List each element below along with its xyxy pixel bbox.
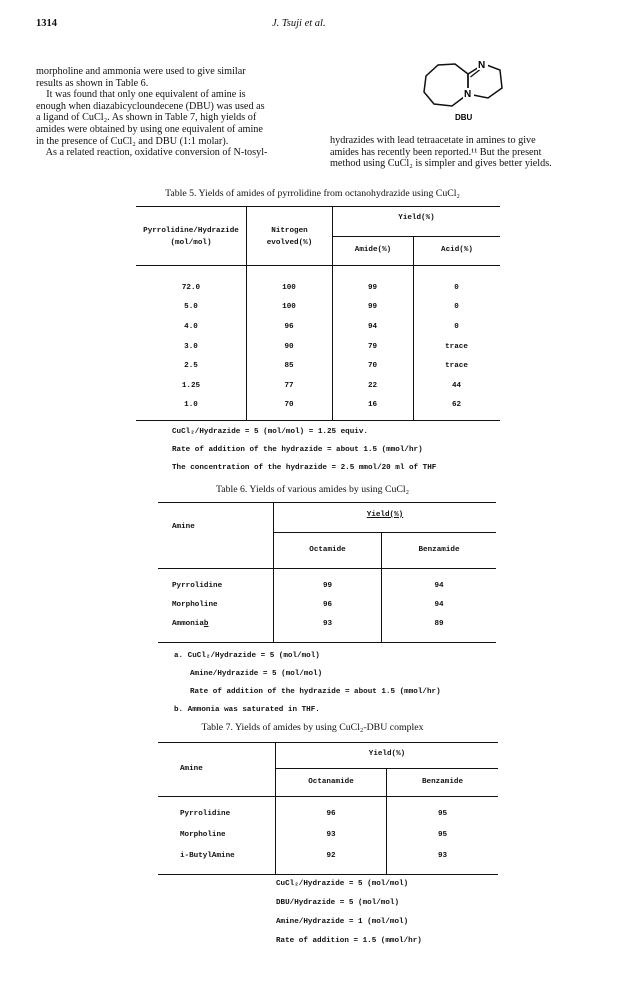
table7-head-yield: Yield(%) bbox=[368, 750, 406, 758]
dbu-structure-diagram bbox=[418, 56, 528, 122]
table6-head-rule bbox=[158, 568, 496, 569]
table5-top-rule bbox=[136, 206, 500, 207]
table5-cell: 22 bbox=[367, 381, 378, 390]
table5-row bbox=[136, 376, 500, 396]
table5-head-yield: Yield(%) bbox=[398, 214, 435, 222]
table7-cell: 96 bbox=[326, 810, 336, 818]
table5-head-acid: Acid(%) bbox=[441, 246, 473, 254]
structure-label: DBU bbox=[455, 113, 473, 122]
table5-cell: 0 bbox=[454, 283, 459, 292]
table5-head-rule bbox=[136, 265, 500, 266]
left-line: It was found that only one equivalent of amine is bbox=[36, 89, 246, 101]
table5-ratio-cell: 1.25 bbox=[181, 381, 201, 390]
table7-note: CuCl₂/Hydrazide = 5 (mol/mol) bbox=[276, 880, 409, 888]
left-line: As a related reaction, oxidative conversion of N-tosyl- bbox=[36, 147, 268, 159]
table7-row-amine: Pyrrolidine bbox=[180, 810, 231, 818]
table5-head-ratio: Pyrrolidine/Hydrazide (mol/mol) bbox=[143, 227, 239, 247]
running-title: J. Tsuji et al. bbox=[272, 18, 326, 29]
table5-cell: 85 bbox=[284, 362, 294, 371]
table5-ratio-cell: 3.0 bbox=[184, 342, 198, 351]
table6-note: a. CuCl₂/Hydrazide = 5 (mol/mol) bbox=[174, 652, 320, 660]
table7-head-benzamide: Benzamide bbox=[421, 778, 463, 786]
table6-note: Amine/Hydrazide = 5 (mol/mol) bbox=[190, 670, 323, 678]
table6-note: b. Ammonia was saturated in THF. bbox=[174, 706, 320, 714]
left-column bbox=[36, 66, 318, 159]
table6-row-amine: Morpholine bbox=[172, 601, 218, 609]
table6-head-octamide: Octamide bbox=[309, 546, 346, 554]
table5-row bbox=[136, 396, 500, 416]
table7-head-rule bbox=[158, 796, 498, 797]
left-line: results as shown in Table 6. bbox=[36, 77, 149, 89]
table5-yield-rule bbox=[332, 236, 500, 237]
left-line: enough when diazabicycloundecene (DBU) was used as bbox=[36, 100, 265, 112]
right-line: hydrazides with lead tetraacetate in amines to give bbox=[330, 135, 536, 146]
table7-note: Rate of addition = 1.5 (mmol/hr) bbox=[276, 937, 422, 945]
table5-cell: 79 bbox=[367, 342, 378, 351]
table6-row-amine: Ammoniab bbox=[172, 620, 209, 628]
table7-note: DBU/Hydrazide = 5 (mol/mol) bbox=[276, 899, 400, 907]
table6-cell: 93 bbox=[322, 620, 333, 628]
table5-ratio-cell: 1.0 bbox=[184, 401, 198, 410]
table6-cell: 96 bbox=[322, 601, 333, 609]
table7-cell: 93 bbox=[326, 831, 336, 839]
footnote-mark: b bbox=[203, 620, 209, 628]
atom-n2: N bbox=[464, 89, 472, 100]
table5-row bbox=[136, 337, 500, 357]
table7-caption: Table 7. Yields of amides by using CuCl₂-DBU complex bbox=[201, 722, 424, 733]
table5-cell: trace bbox=[445, 362, 468, 371]
table5-cell: 96 bbox=[284, 322, 294, 331]
table6-cell: 94 bbox=[434, 582, 444, 590]
table7-head-octanamide: Octanamide bbox=[308, 778, 354, 786]
page-number: 1314 bbox=[36, 18, 57, 29]
table5-note: The concentration of the hydrazide = 2.5 mmol/20 ml of THF bbox=[172, 464, 437, 472]
right-line: method using CuCl₂ is simpler and gives better yields. bbox=[330, 158, 552, 170]
table5-cell: 62 bbox=[451, 401, 462, 410]
table6-yield-rule bbox=[273, 532, 496, 533]
table7-head-amine: Amine bbox=[180, 765, 203, 773]
table7-cell: 93 bbox=[437, 852, 448, 860]
table6-caption: Table 6. Yields of various amides by using CuCl₂ bbox=[215, 484, 410, 495]
left-line: morpholine and ammonia were used to give similar bbox=[36, 66, 246, 77]
table7-top-rule bbox=[158, 742, 498, 743]
table5-head-nitrogen: Nitrogen evolved(%) bbox=[266, 227, 313, 247]
table7-cell: 95 bbox=[437, 831, 448, 839]
table7-cell: 95 bbox=[437, 810, 448, 818]
left-line: a ligand of CuCl₂. As shown in Table 7, high yields of bbox=[36, 112, 257, 124]
table5-ratio-cell: 5.0 bbox=[184, 303, 198, 312]
table6-head-amine: Amine bbox=[172, 523, 195, 531]
table5-ratio-cell: 72.0 bbox=[181, 283, 201, 292]
table6-head-yield: Yield(%) bbox=[366, 511, 404, 519]
table5-cell: 77 bbox=[284, 381, 294, 390]
table5-cell: 100 bbox=[282, 283, 296, 292]
atom-n1: N bbox=[478, 60, 486, 71]
table6-note: Rate of addition of the hydrazide = about 1.5 (mmol/hr) bbox=[190, 688, 441, 696]
table7-cell: 92 bbox=[326, 852, 336, 860]
table5-caption: Table 5. Yields of amides of pyrrolidine from octanohydrazide using CuCl₂ bbox=[165, 188, 460, 199]
table5-cell: 44 bbox=[451, 381, 462, 390]
table5-note: Rate of addition of the hydrazide = about 1.5 (mmol/hr) bbox=[172, 446, 423, 454]
right-column bbox=[330, 135, 600, 170]
table5-cell: 70 bbox=[284, 401, 294, 410]
table7-bottom-rule bbox=[158, 874, 498, 875]
table5-bottom-rule bbox=[136, 420, 500, 421]
table6-bottom-rule bbox=[158, 642, 496, 643]
table5-head-amide: Amide(%) bbox=[354, 246, 392, 254]
table5-note: CuCl₂/Hydrazide = 5 (mol/mol) = 1.25 equiv. bbox=[172, 428, 368, 436]
table5-cell: 99 bbox=[367, 283, 378, 292]
table5-cell: 94 bbox=[367, 322, 378, 331]
table5-row bbox=[136, 278, 500, 298]
table7-row-amine: i-ButylAmine bbox=[180, 852, 235, 860]
table5-cell: 0 bbox=[454, 322, 459, 331]
table6-cell: 99 bbox=[322, 582, 333, 590]
table6-row-amine: Pyrrolidine bbox=[172, 582, 223, 590]
table5-row bbox=[136, 356, 500, 376]
table6-head-benzamide: Benzamide bbox=[418, 546, 460, 554]
table6-top-rule bbox=[158, 502, 496, 503]
table5-row bbox=[136, 317, 500, 337]
table5-cell: 100 bbox=[282, 303, 296, 312]
right-line: amides has recently been reported.¹¹ But the present bbox=[330, 146, 542, 158]
table5-body bbox=[136, 278, 500, 415]
table5-row bbox=[136, 298, 500, 318]
left-line: amides were obtained by using one equivalent of amine bbox=[36, 123, 263, 135]
table7-row-amine: Morpholine bbox=[180, 831, 226, 839]
table5-cell: 16 bbox=[367, 401, 378, 410]
table5-cell: 0 bbox=[454, 303, 459, 312]
table5-ratio-cell: 2.5 bbox=[184, 362, 198, 371]
table5-cell: 70 bbox=[367, 362, 378, 371]
table6-cell: 89 bbox=[434, 620, 444, 628]
left-line: in the presence of CuCl₂ and DBU (1:1 molar). bbox=[36, 135, 229, 147]
table5-cell: 90 bbox=[284, 342, 294, 351]
table5-ratio-cell: 4.0 bbox=[184, 322, 198, 331]
table6-cell: 94 bbox=[434, 601, 444, 609]
table7-note: Amine/Hydrazide = 1 (mol/mol) bbox=[276, 918, 409, 926]
table5-cell: 99 bbox=[367, 303, 378, 312]
table5-cell: trace bbox=[445, 342, 468, 351]
table7-yield-rule bbox=[275, 768, 498, 769]
